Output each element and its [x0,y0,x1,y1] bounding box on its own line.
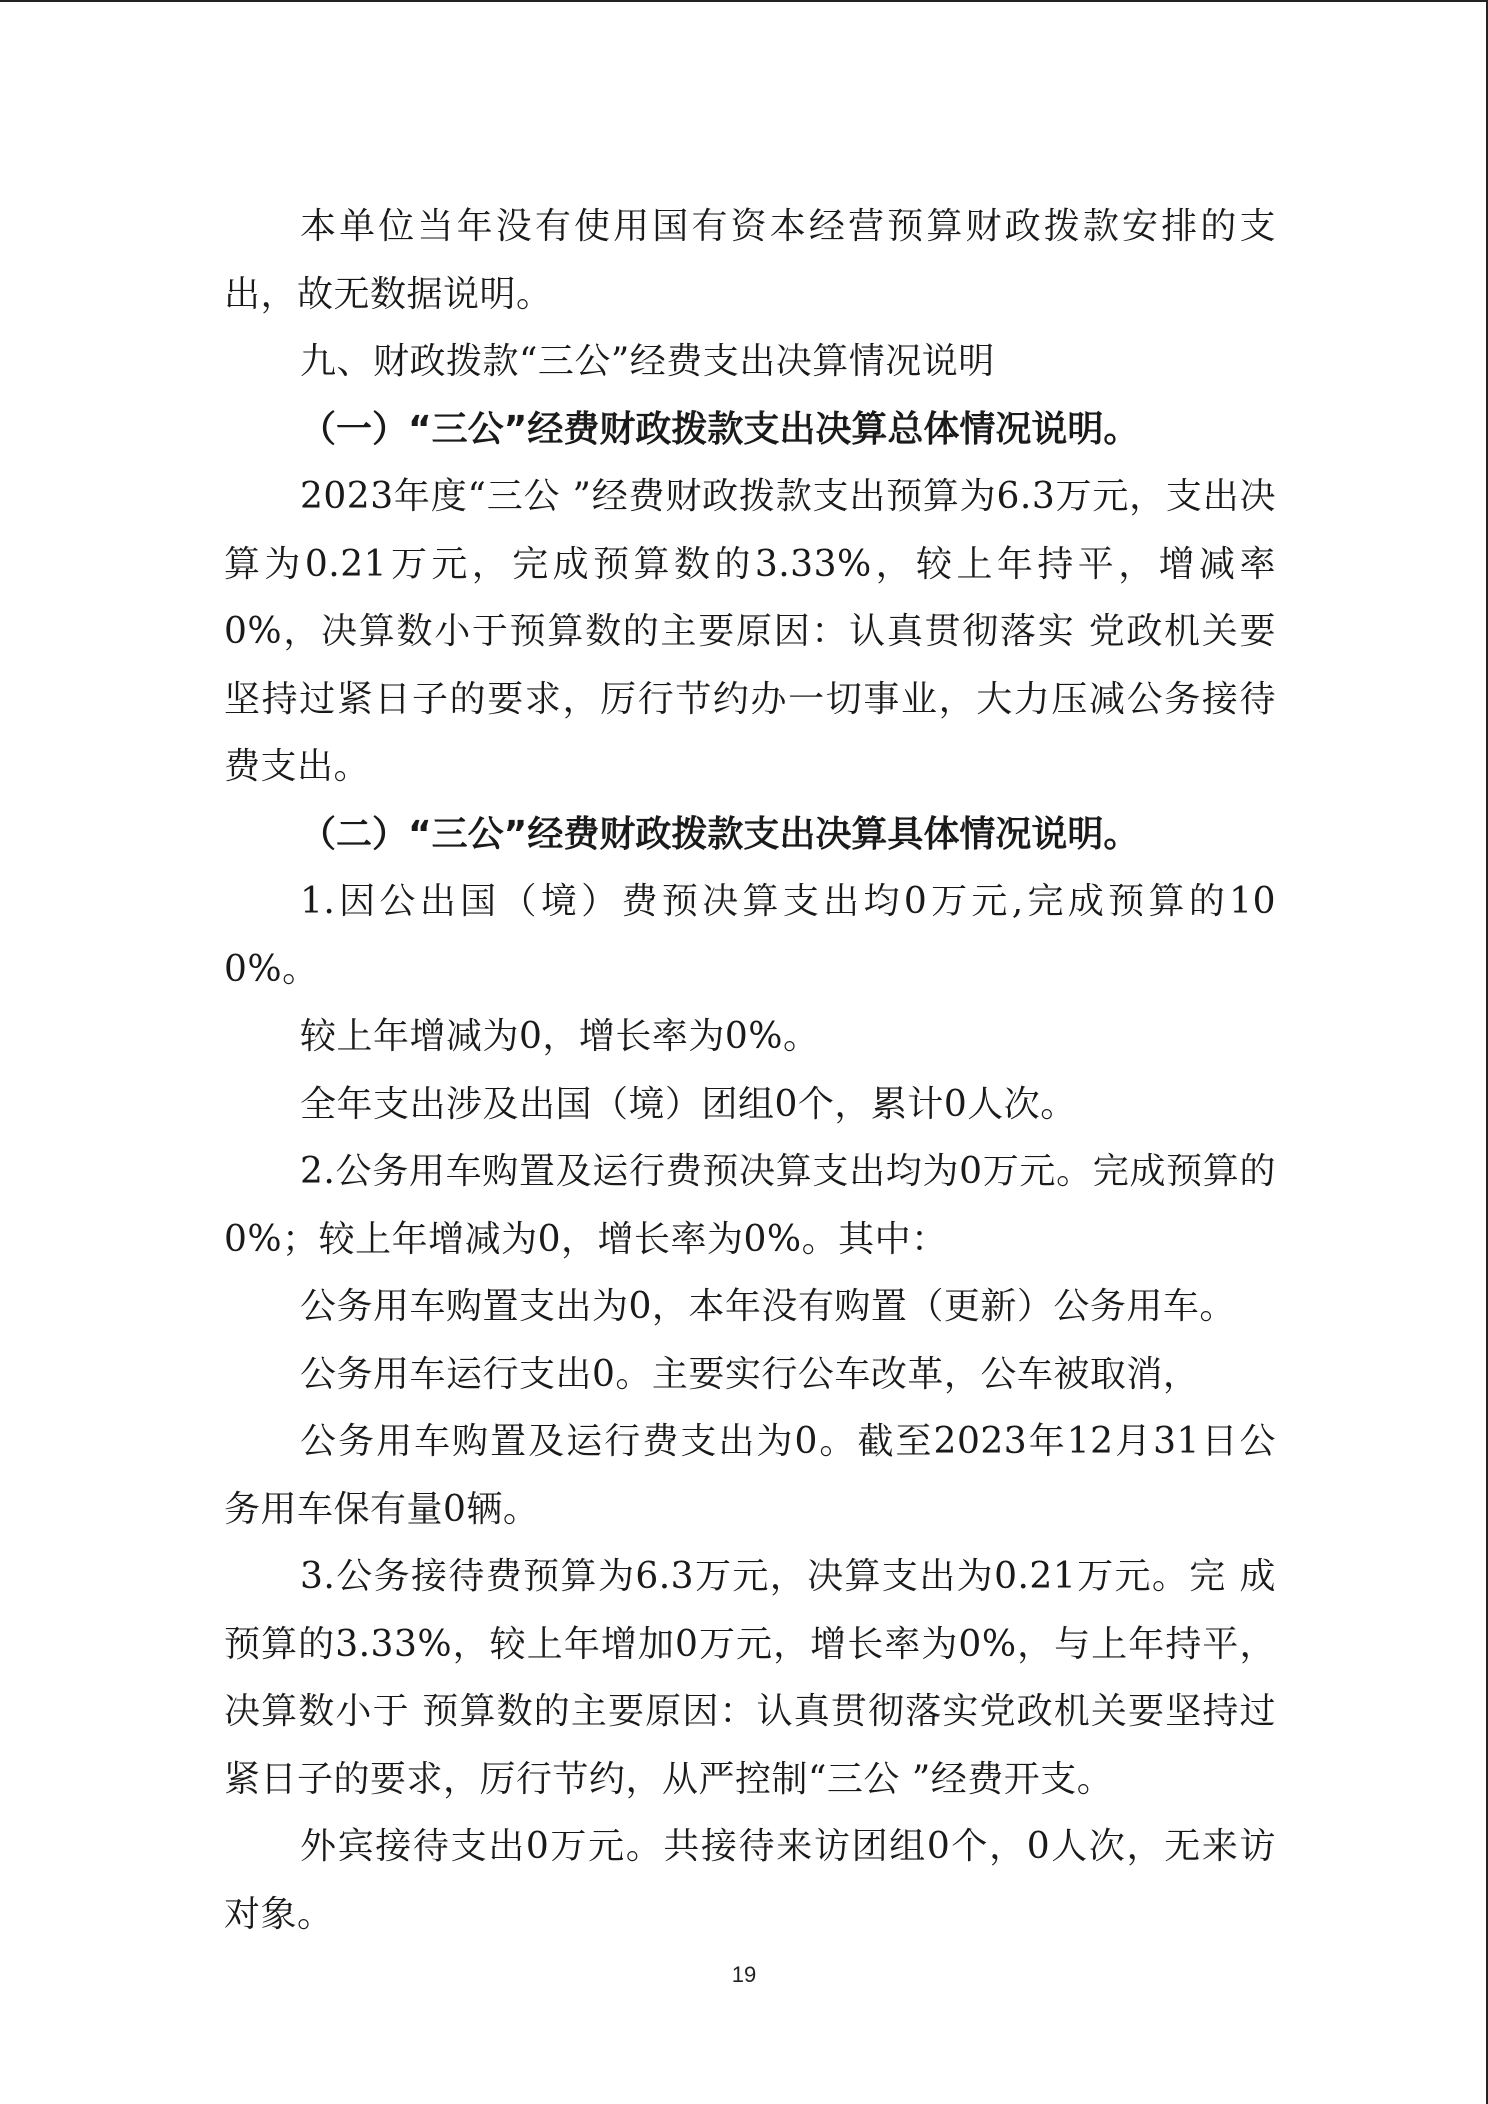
paragraph-overseas-change: 较上年增减为0，增长率为0%。 [300,1016,820,1057]
paragraph-vehicle-purchase: 公务用车购置支出为0，本年没有购置（更新）公务用车。 [300,1286,1236,1327]
paragraph-foreign-guests: 外宾接待支出0万元。共接待来访团组0个，0人次，无来访对象。 [224,1826,1276,1935]
paragraph-vehicle-operation: 公务用车运行支出0。主要实行公车改革，公车被取消， [300,1353,1200,1395]
subheading-overall: （一）“三公”经费财政拨款支出决算总体情况说明。 [300,408,1140,450]
paragraph-state-capital-budget: 本单位当年没有使用国有资本经营预算财政拨款安排的支出，故无数据说明。 [224,206,1276,315]
page-border-top [0,0,1488,2]
section-heading-nine: 九、财政拨款“三公”经费支出决算情况说明 [300,341,995,382]
paragraph-overseas-groups: 全年支出涉及出国（境）团组0个，累计0人次。 [300,1083,1077,1125]
paragraph-vehicle-costs: 2.公务用车购置及运行费预决算支出均为0万元。完成预算的0%；较上年增减为0，增长率为0%。其中： [224,1151,1276,1260]
document-body [224,193,1276,1948]
paragraph-reception-costs: 3.公务接待费预算为6.3万元，决算支出为0.21万元。完 成预算的3.33%，较上年增加0万元，增长率为0%，与上年持平，决算数小于 预算数的主要原因：认真贯彻落实党政机关要坚持过紧日子的要求，厉行节约，从严控制“三公 ”经费开支。 [224,1556,1276,1800]
subheading-details: （二）“三公”经费财政拨款支出决算具体情况说明。 [300,813,1140,855]
paragraph-overall-summary: 2023年度“三公 ”经费财政拨款支出预算为6.3万元，支出决算为0.21万元，完成预算数的3.33%，较上年持平，增减率0%，决算数小于预算数的主要原因：认真贯彻落实 党政机关要坚持过紧日子的要求，厉行节约办一切事业，大力压减公务接待费支出。 [224,476,1276,787]
paragraph-overseas-travel: 1.因公出国（境）费预决算支出均0万元,完成预算的100%。 [224,881,1276,990]
page-number: 19 [731,1962,757,1987]
paragraph-vehicle-holdings: 公务用车购置及运行费支出为0。截至2023年12月31日公务用车保有量0辆。 [224,1421,1276,1530]
